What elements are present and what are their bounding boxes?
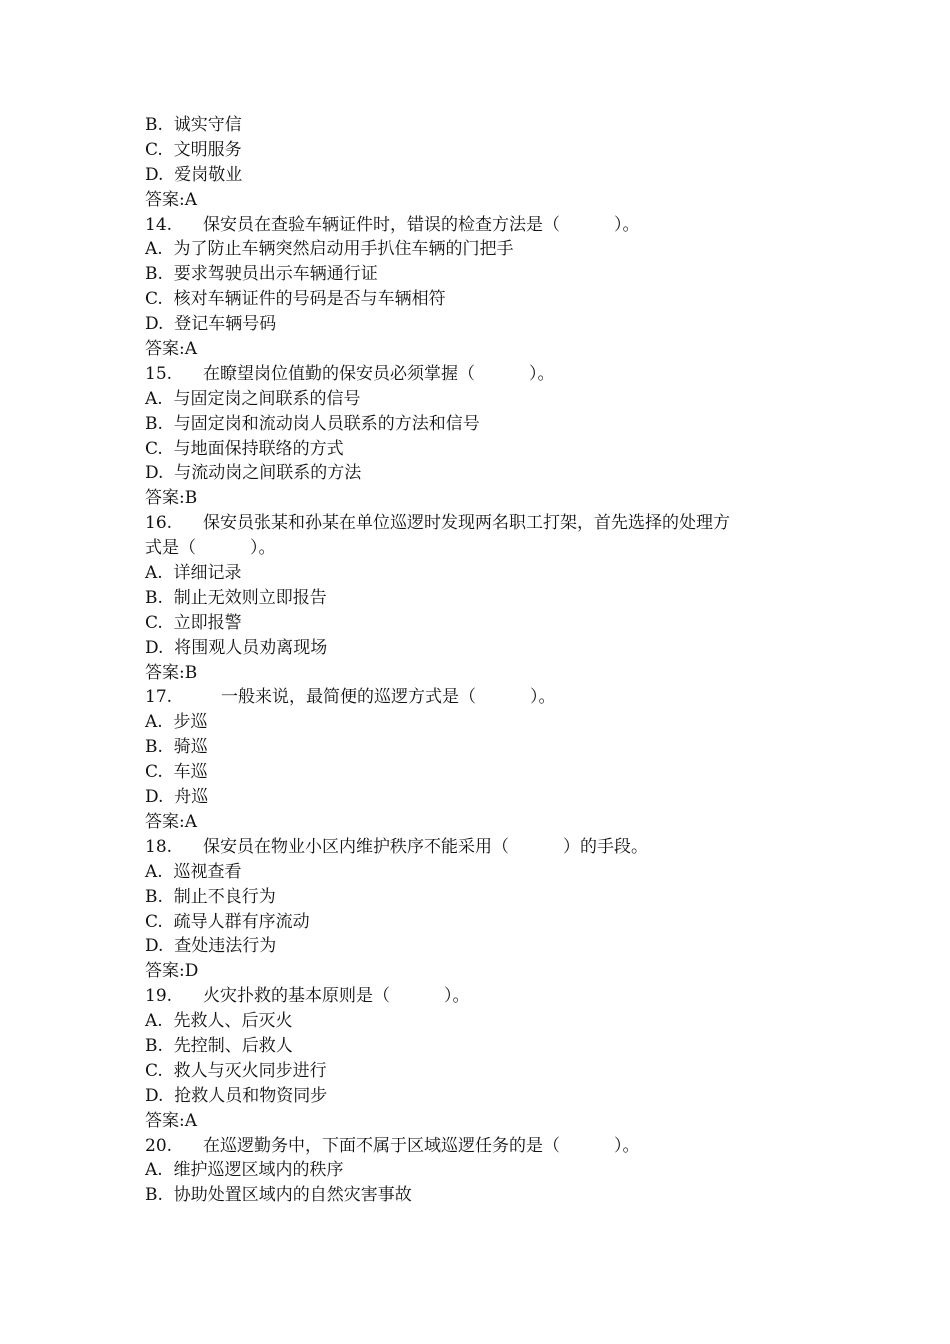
answer: 答案:B (145, 488, 198, 509)
answer: 答案:A (145, 1110, 198, 1131)
option-b: B. 诚实守信 (145, 115, 242, 135)
option-a: A. 为了防止车辆突然启动用手扒住车辆的门把手 (145, 239, 514, 260)
question-number: 14. (145, 214, 173, 235)
question-14 (145, 213, 825, 238)
question-number: 16. (145, 513, 173, 534)
question-stem-continued: 式是（ ）。 (145, 538, 276, 559)
option-a: A. 先救人、后灭火 (145, 1011, 293, 1032)
option-c: C. 文明服务 (145, 139, 242, 160)
option-d: D. 爱岗敬业 (145, 164, 243, 185)
answer: 答案:D (145, 961, 199, 982)
option-b: B. 协助处置区域内的自然灾害事故 (145, 1185, 412, 1206)
option-a: A. 与固定岗之间联系的信号 (145, 388, 361, 409)
question-number: 20. (145, 1135, 173, 1156)
option-d: D. 登记车辆号码 (145, 314, 277, 335)
option-d: D. 与流动岗之间联系的方法 (145, 463, 362, 484)
question-20 (145, 1134, 825, 1159)
option-b: B. 骑巡 (145, 737, 208, 758)
option-b: B. 先控制、后救人 (145, 1035, 293, 1056)
option-b: B. 与固定岗和流动岗人员联系的方法和信号 (145, 413, 480, 434)
question-19 (145, 984, 825, 1009)
option-a: A. 详细记录 (145, 563, 242, 584)
question-number: 15. (145, 363, 173, 384)
option-a: A. 维护巡逻区域内的秩序 (145, 1160, 344, 1181)
question-stem: 在瞭望岗位值勤的保安员必须掌握（ ）。 (203, 363, 555, 384)
option-c: C. 车巡 (145, 762, 208, 783)
option-c: C. 立即报警 (145, 612, 242, 633)
option-b: B. 制止不良行为 (145, 886, 276, 907)
answer: 答案:A (145, 339, 198, 360)
option-d: D. 查处违法行为 (145, 936, 277, 957)
answer: 答案:A (145, 811, 198, 832)
option-b: B. 要求驾驶员出示车辆通行证 (145, 264, 378, 285)
option-d: D. 抢救人员和物资同步 (145, 1085, 328, 1106)
option-d: D. 舟巡 (145, 787, 209, 808)
question-number: 18. (145, 836, 173, 857)
question-number: 19. (145, 986, 173, 1007)
question-stem: 保安员在查验车辆证件时，错误的检查方法是（ ）。 (203, 214, 640, 235)
question-17 (145, 685, 825, 710)
document-page (145, 113, 825, 1208)
question-18 (145, 835, 825, 860)
answer: 答案:A (145, 189, 198, 210)
option-b: B. 制止无效则立即报告 (145, 587, 327, 608)
option-c: C. 救人与灭火同步进行 (145, 1060, 327, 1081)
option-a: A. 巡视查看 (145, 861, 242, 882)
option-c: C. 疏导人群有序流动 (145, 911, 310, 932)
question-16 (145, 511, 825, 536)
answer: 答案:B (145, 662, 198, 683)
question-number: 17. (145, 687, 173, 708)
option-a: A. 步巡 (145, 712, 208, 733)
option-d: D. 将围观人员劝离现场 (145, 637, 328, 658)
question-stem: 在巡逻勤务中，下面不属于区域巡逻任务的是（ ）。 (203, 1135, 640, 1156)
question-stem: 保安员张某和孙某在单位巡逻时发现两名职工打架，首先选择的处理方 (203, 513, 730, 534)
option-c: C. 核对车辆证件的号码是否与车辆相符 (145, 289, 446, 310)
question-stem: 保安员在物业小区内维护秩序不能采用（ ）的手段。 (203, 836, 649, 857)
question-15 (145, 362, 825, 387)
question-stem: 一般来说，最简便的巡逻方式是（ ）。 (221, 687, 556, 708)
option-c: C. 与地面保持联络的方式 (145, 438, 344, 459)
question-stem: 火灾扑救的基本原则是（ ）。 (203, 986, 470, 1007)
